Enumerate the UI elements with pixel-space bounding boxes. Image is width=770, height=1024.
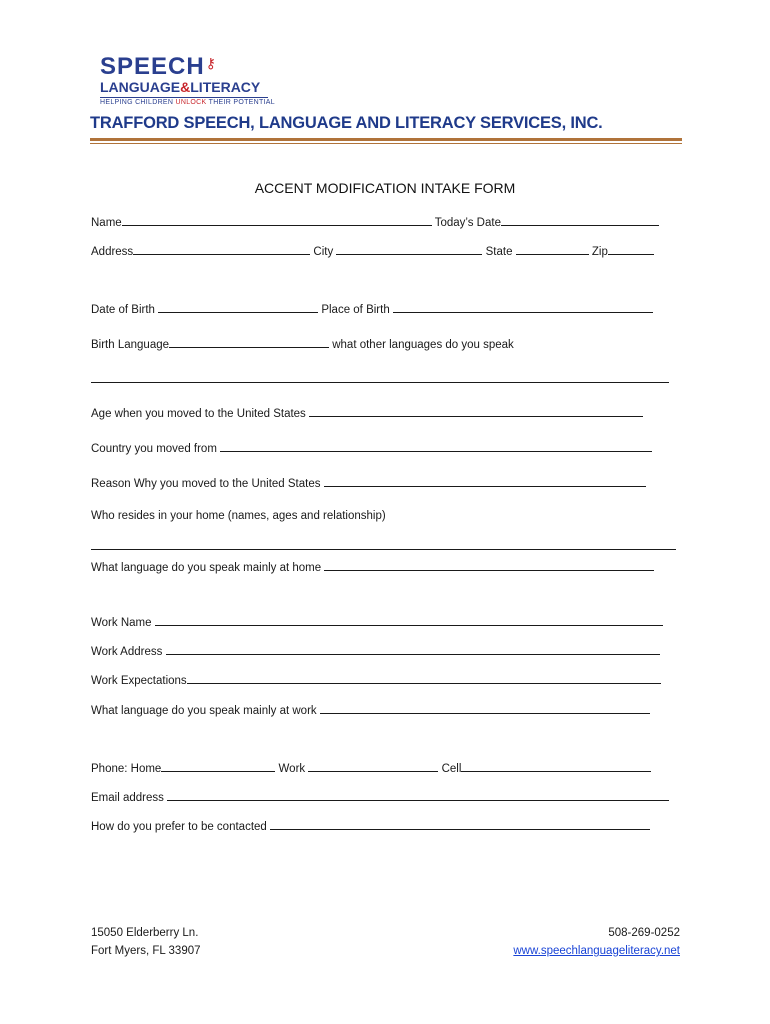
header-rule-thin: [90, 143, 682, 144]
work-expectations-field[interactable]: [187, 672, 661, 684]
phone-row: [91, 760, 651, 775]
phone-work-label: Work: [278, 763, 306, 775]
address-label: Address: [91, 246, 134, 258]
age-moved-row: [91, 405, 643, 420]
address-row: [91, 243, 654, 258]
date-of-birth-field[interactable]: [158, 301, 318, 313]
language-work-row: [91, 702, 650, 717]
work-expectations-row: [91, 672, 661, 687]
logo-literacy-text: LITERACY: [190, 79, 261, 95]
language-work-label: What language do you speak mainly at work: [91, 705, 317, 717]
footer-street: 15050 Elderberry Ln.: [91, 927, 199, 939]
language-home-label: What language do you speak mainly at home: [91, 562, 322, 574]
contact-pref-label: How do you prefer to be contacted: [91, 821, 267, 833]
country-moved-field[interactable]: [220, 440, 652, 452]
work-address-label: Work Address: [91, 646, 163, 658]
email-field[interactable]: [167, 789, 669, 801]
phone-home-field[interactable]: [161, 760, 275, 772]
language-home-row: [91, 559, 654, 574]
name-row: [91, 214, 659, 229]
key-icon: ⚷: [205, 55, 217, 71]
phone-cell-label: Cell: [441, 763, 462, 775]
other-languages-line-row: [91, 371, 669, 386]
place-of-birth-field[interactable]: [393, 301, 653, 313]
work-name-label: Work Name: [91, 617, 152, 629]
contact-pref-field[interactable]: [270, 818, 650, 830]
website-link[interactable]: www.speechlanguageliteracy.net: [513, 945, 680, 957]
footer-phone: 508-269-0252: [608, 927, 680, 939]
todays-date-label: Today’s Date: [434, 217, 501, 229]
country-moved-row: [91, 440, 652, 455]
work-address-row: [91, 643, 660, 658]
date-of-birth-label: Date of Birth: [91, 304, 155, 316]
birth-language-label: Birth Language: [91, 339, 170, 351]
work-name-row: [91, 614, 663, 629]
logo-tagline: HELPING CHILDREN UNLOCK THEIR POTENTIAL: [100, 99, 275, 106]
who-resides-row: [91, 510, 386, 522]
header-rule-thick: [90, 138, 682, 141]
state-field[interactable]: [516, 243, 589, 255]
company-logo: [100, 50, 280, 112]
other-languages-field[interactable]: [91, 371, 669, 383]
phone-cell-field[interactable]: [461, 760, 651, 772]
state-label: State: [485, 246, 513, 258]
reason-moved-label: Reason Why you moved to the United States: [91, 478, 321, 490]
zip-label: Zip: [591, 246, 608, 258]
birth-language-field[interactable]: [169, 336, 329, 348]
company-name: TRAFFORD SPEECH, LANGUAGE AND LITERACY SERVICES, INC.: [90, 114, 603, 132]
city-label: City: [313, 246, 334, 258]
language-work-field[interactable]: [320, 702, 650, 714]
city-field[interactable]: [336, 243, 482, 255]
phone-work-field[interactable]: [308, 760, 438, 772]
other-languages-label: what other languages do you speak: [332, 339, 514, 351]
who-resides-field[interactable]: [91, 538, 676, 550]
who-resides-line-row: [91, 538, 676, 553]
birth-row: [91, 301, 653, 316]
reason-moved-field[interactable]: [324, 475, 646, 487]
language-home-field[interactable]: [324, 559, 654, 571]
work-address-field[interactable]: [166, 643, 660, 655]
logo-language-text: LANGUAGE: [100, 79, 181, 95]
address-field[interactable]: [133, 243, 310, 255]
zip-field[interactable]: [608, 243, 654, 255]
age-moved-field[interactable]: [309, 405, 643, 417]
name-field[interactable]: [122, 214, 432, 226]
logo-ampersand: &: [180, 79, 191, 95]
work-name-field[interactable]: [155, 614, 663, 626]
age-moved-label: Age when you moved to the United States: [91, 408, 306, 420]
todays-date-field[interactable]: [501, 214, 659, 226]
who-resides-label: Who resides in your home (names, ages and relationship): [91, 510, 386, 522]
form-title: ACCENT MODIFICATION INTAKE FORM: [254, 180, 516, 196]
phone-home-label: Phone: Home: [91, 763, 162, 775]
logo-speech-text: SPEECH: [100, 53, 205, 80]
birth-language-row: [91, 336, 514, 351]
email-row: [91, 789, 669, 804]
work-expectations-label: Work Expectations: [91, 675, 187, 687]
email-label: Email address: [91, 792, 164, 804]
country-moved-label: Country you moved from: [91, 443, 217, 455]
place-of-birth-label: Place of Birth: [321, 304, 390, 316]
contact-pref-row: [91, 818, 650, 833]
reason-moved-row: [91, 475, 646, 490]
logo-divider: [100, 97, 268, 98]
footer-city-state-zip: Fort Myers, FL 33907: [91, 945, 201, 957]
name-label: Name: [91, 217, 122, 229]
footer-website: [513, 945, 680, 957]
